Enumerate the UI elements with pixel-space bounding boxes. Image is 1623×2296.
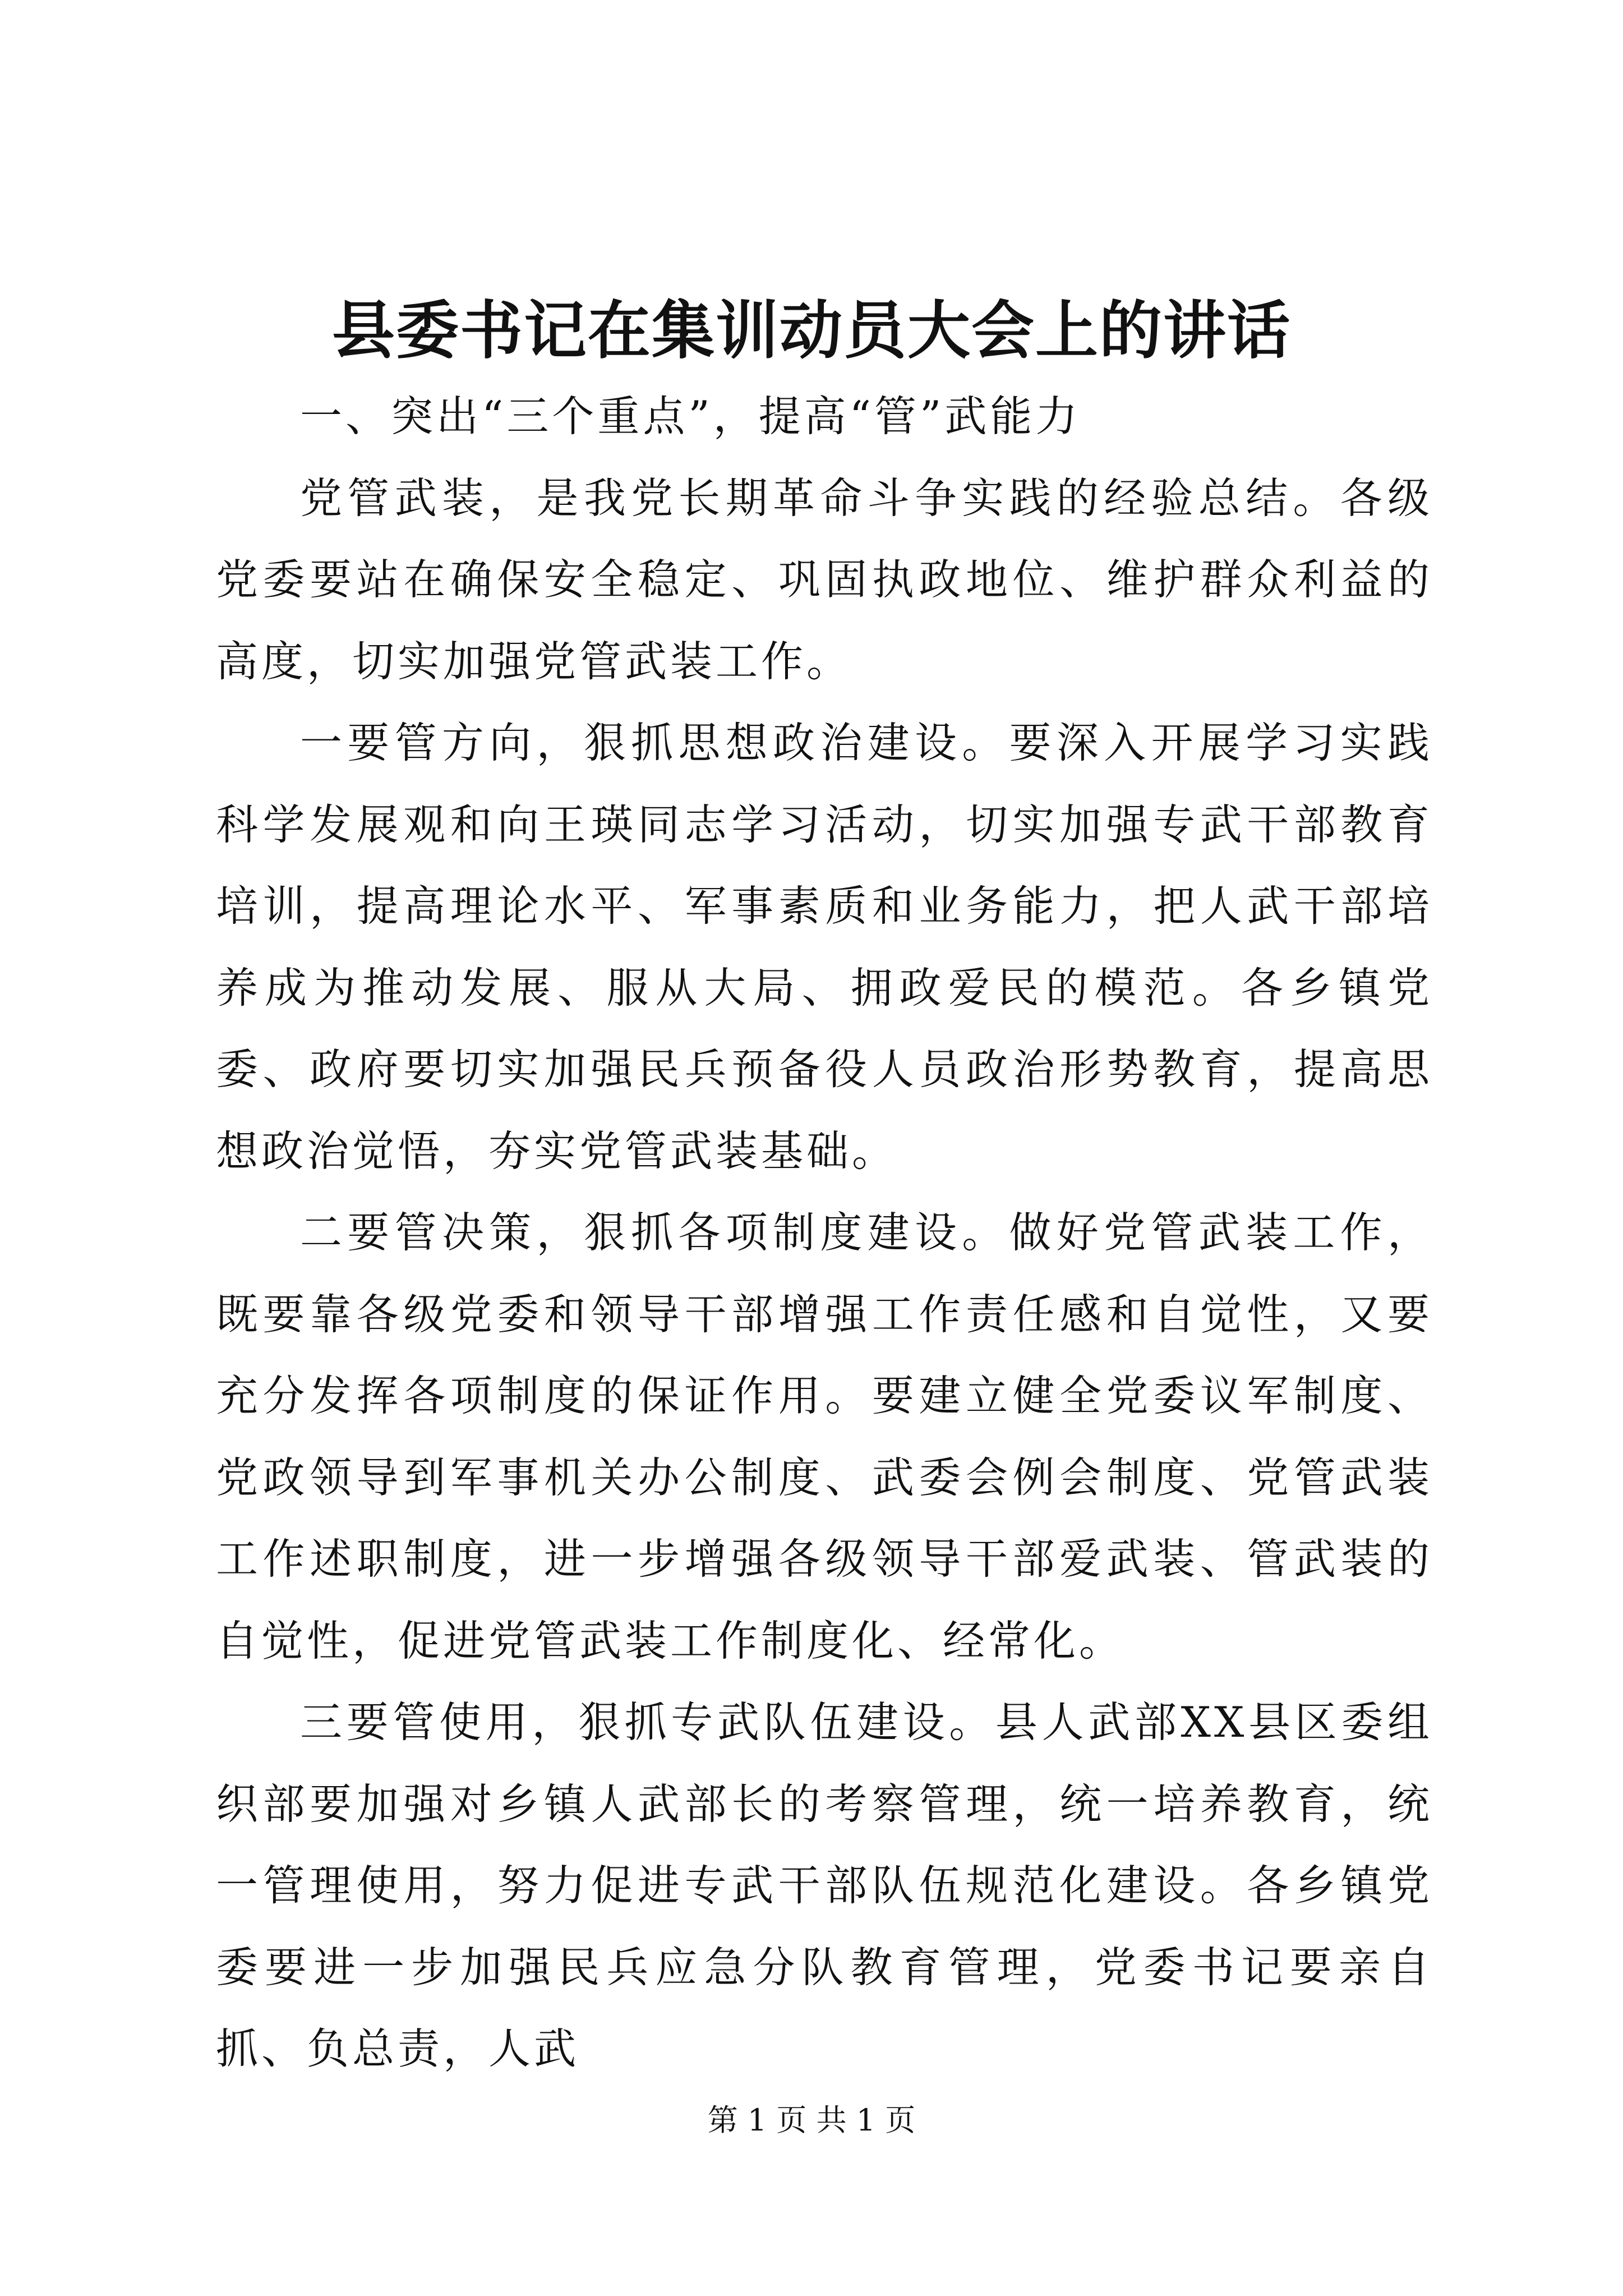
document-body — [216, 376, 1433, 2090]
section-heading: 一、突出“三个重点”，提高“管”武能力 — [300, 392, 1081, 441]
page-footer: 第 1 页 共 1 页 — [707, 2102, 916, 2138]
paragraph: 三要管使用，狠抓专武队伍建设。县人武部XX县区委组织部要加强对乡镇人武部长的考察管理，统一培养教育，统一管理使用，努力促进专武干部队伍规范化建设。各乡镇党委要进一步加强民兵应急分队教育管理，党委书记要亲自抓、负总责，人武 — [216, 1697, 1433, 2073]
paragraph: 党管武装，是我党长期革命斗争实践的经验总结。各级党委要站在确保安全稳定、巩固执政地位、维护群众利益的高度，切实加强党管武装工作。 — [216, 473, 1433, 686]
paragraph: 二要管决策，狠抓各项制度建设。做好党管武装工作，既要靠各级党委和领导干部增强工作责任感和自觉性，又要充分发挥各项制度的保证作用。要建立健全党委议军制度、党政领导到军事机关办公制度、武委会例会制度、党管武装工作述职制度，进一步增强各级领导干部爱武装、管武装的自觉性，促进党管武装工作制度化、经常化。 — [216, 1208, 1433, 1665]
paragraph: 一要管方向，狠抓思想政治建设。要深入开展学习实践科学发展观和向王瑛同志学习活动，切实加强专武干部教育培训，提高理论水平、军事素质和业务能力，把人武干部培养成为推动发展、服从大局、拥政爱民的模范。各乡镇党委、政府要切实加强民兵预备役人员政治形势教育，提高思想政治觉悟，夯实党管武装基础。 — [216, 718, 1433, 1176]
document-title: 县委书记在集训动员大会上的讲话 — [332, 294, 1291, 367]
